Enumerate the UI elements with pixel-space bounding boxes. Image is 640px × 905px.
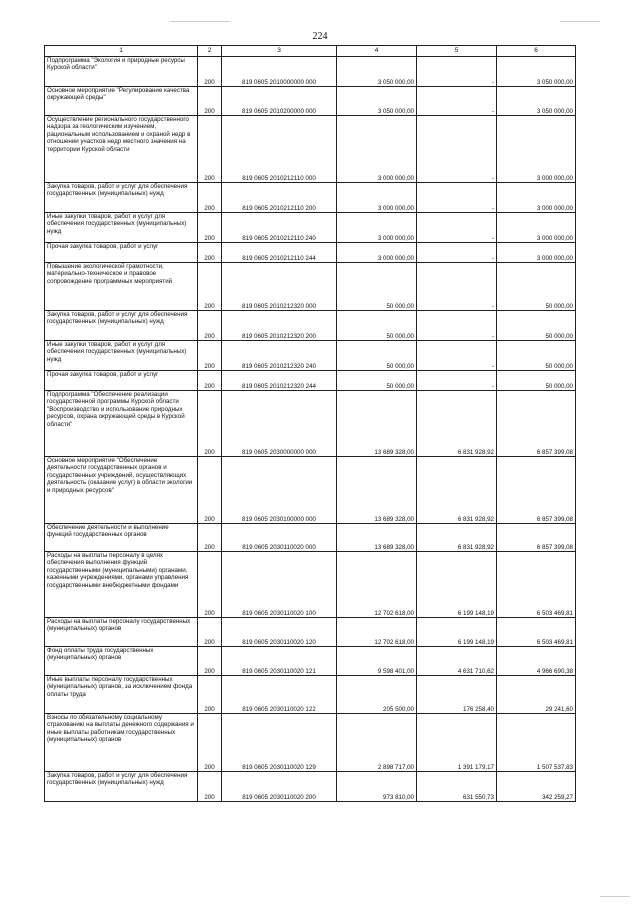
- row-col2-cell: 200: [198, 183, 222, 213]
- row-col2-cell: 200: [198, 87, 222, 116]
- row-value-col5: -: [417, 87, 497, 116]
- row-code-cell: 819 0605 2010200000 000: [222, 87, 337, 116]
- row-name-cell: Прочая закупка товаров, работ и услуг: [45, 371, 198, 391]
- row-value-col6: 1 507 537,83: [497, 714, 576, 772]
- row-col2-cell: 200: [198, 524, 222, 552]
- row-code-cell: 819 0605 2010212110 000: [222, 116, 337, 183]
- table-row: [45, 57, 576, 87]
- row-name-cell: Иные закупки товаров, работ и услуг для обеспечения государственных (муниципальных) нужд: [45, 213, 198, 243]
- row-value-col5: -: [417, 57, 497, 87]
- column-header: 1: [45, 46, 198, 57]
- row-value-col6: 50 000,00: [497, 371, 576, 391]
- row-code-cell: 819 0605 2030110020 129: [222, 714, 337, 772]
- row-name-cell: Закупка товаров, работ и услуг для обеспечения государственных (муниципальных) нужд: [45, 183, 198, 213]
- row-value-col5: -: [417, 243, 497, 263]
- table-row: [45, 183, 576, 213]
- row-value-col5: -: [417, 263, 497, 311]
- table-row: [45, 676, 576, 714]
- row-value-col4: 13 689 328,00: [337, 391, 417, 457]
- row-name-cell: Основное мероприятие "Обеспечение деятельности государственных органов и государственных учреждений, осуществляющих деятельность (оказание услуг) в области экологии и природных ресурсов": [45, 457, 198, 524]
- row-value-col6: 6 503 469,81: [497, 618, 576, 647]
- row-col2-cell: 200: [198, 263, 222, 311]
- row-code-cell: 819 0605 2030110020 122: [222, 676, 337, 714]
- row-value-col5: -: [417, 341, 497, 371]
- row-code-cell: 819 0605 2010212320 000: [222, 263, 337, 311]
- row-value-col6: 3 000 000,00: [497, 116, 576, 183]
- row-value-col6: 3 050 000,00: [497, 87, 576, 116]
- row-col2-cell: 200: [198, 341, 222, 371]
- row-value-col4: 3 000 000,00: [337, 243, 417, 263]
- row-value-col4: 3 050 000,00: [337, 87, 417, 116]
- row-value-col6: 3 000 000,00: [497, 183, 576, 213]
- row-value-col5: 631 550,73: [417, 772, 497, 802]
- row-value-col5: 6 831 928,92: [417, 524, 497, 552]
- column-header: 5: [417, 46, 497, 57]
- row-col2-cell: 200: [198, 676, 222, 714]
- row-value-col4: 205 500,00: [337, 676, 417, 714]
- row-col2-cell: 200: [198, 311, 222, 341]
- column-header: 2: [198, 46, 222, 57]
- row-value-col5: 6 831 928,92: [417, 457, 497, 524]
- table-row: [45, 341, 576, 371]
- row-name-cell: Подпрограмма "Экология и природные ресурсы Курской области": [45, 57, 198, 87]
- table-row: [45, 524, 576, 552]
- row-name-cell: Основное мероприятие "Регулирование качества окружающей среды": [45, 87, 198, 116]
- table-row: [45, 647, 576, 676]
- row-col2-cell: 200: [198, 213, 222, 243]
- row-value-col5: -: [417, 311, 497, 341]
- row-value-col5: 6 199 148,19: [417, 618, 497, 647]
- row-value-col5: -: [417, 116, 497, 183]
- row-name-cell: Закупка товаров, работ и услуг для обеспечения государственных (муниципальных) нужд: [45, 772, 198, 802]
- scan-artifact: [600, 896, 630, 897]
- table-row: [45, 213, 576, 243]
- row-code-cell: 819 0605 2030110020 121: [222, 647, 337, 676]
- row-name-cell: Повышение экологической грамотности, материально-техническое и правовое сопровождение программных мероприятий: [45, 263, 198, 311]
- row-value-col6: 6 857 399,08: [497, 524, 576, 552]
- table-row: [45, 618, 576, 647]
- row-col2-cell: 200: [198, 57, 222, 87]
- row-value-col4: 3 000 000,00: [337, 183, 417, 213]
- row-col2-cell: 200: [198, 371, 222, 391]
- row-name-cell: Обеспечение деятельности и выполнение функций государственных органов: [45, 524, 198, 552]
- row-name-cell: Закупка товаров, работ и услуг для обеспечения государственных (муниципальных) нужд: [45, 311, 198, 341]
- row-value-col6: 342 259,27: [497, 772, 576, 802]
- row-code-cell: 819 0605 2030110020 100: [222, 552, 337, 618]
- column-header: 6: [497, 46, 576, 57]
- row-value-col4: 3 000 000,00: [337, 116, 417, 183]
- row-name-cell: Взносы по обязательному социальному страхованию на выплаты денежного содержания и иные выплаты работникам государственных (муниципальных) органов: [45, 714, 198, 772]
- table-header-row: [45, 46, 576, 57]
- row-col2-cell: 200: [198, 243, 222, 263]
- row-code-cell: 819 0605 2010212320 240: [222, 341, 337, 371]
- row-col2-cell: 200: [198, 552, 222, 618]
- row-value-col5: 176 258,40: [417, 676, 497, 714]
- table-row: [45, 243, 576, 263]
- row-value-col4: 12 702 618,00: [337, 618, 417, 647]
- table-row: [45, 457, 576, 524]
- row-value-col4: 3 050 000,00: [337, 57, 417, 87]
- row-name-cell: Расходы на выплаты персоналу государственных (муниципальных) органов: [45, 618, 198, 647]
- row-value-col6: 6 503 469,81: [497, 552, 576, 618]
- table-row: [45, 552, 576, 618]
- row-value-col4: 2 898 717,00: [337, 714, 417, 772]
- row-value-col4: 50 000,00: [337, 311, 417, 341]
- row-code-cell: 819 0605 2030110020 000: [222, 524, 337, 552]
- row-value-col5: -: [417, 183, 497, 213]
- row-code-cell: 819 0605 2010212320 200: [222, 311, 337, 341]
- row-value-col5: -: [417, 213, 497, 243]
- row-value-col5: 6 831 928,92: [417, 391, 497, 457]
- row-code-cell: 819 0605 2010212320 244: [222, 371, 337, 391]
- row-col2-cell: 200: [198, 618, 222, 647]
- table-row: [45, 772, 576, 802]
- row-value-col5: -: [417, 371, 497, 391]
- row-value-col4: 50 000,00: [337, 341, 417, 371]
- row-name-cell: Прочая закупка товаров, работ и услуг: [45, 243, 198, 263]
- row-name-cell: Расходы на выплаты персоналу в целях обеспечения выполнения функций государственными (муниципальными) органами, казенными учреждениями, органами управления государственными внебюджетными фондами: [45, 552, 198, 618]
- row-value-col6: 3 000 000,00: [497, 243, 576, 263]
- page-number: 224: [312, 31, 328, 42]
- row-col2-cell: 200: [198, 116, 222, 183]
- row-code-cell: 819 0605 2010212110 244: [222, 243, 337, 263]
- scan-artifact: [170, 21, 230, 22]
- row-col2-cell: 200: [198, 772, 222, 802]
- row-value-col5: 1 391 179,17: [417, 714, 497, 772]
- table-row: [45, 371, 576, 391]
- scan-artifact: [560, 21, 600, 22]
- row-name-cell: Иные закупки товаров, работ и услуг для обеспечения государственных (муниципальных) нужд: [45, 341, 198, 371]
- row-name-cell: Осуществление регионального государственного надзора за геологическим изучением, рациональным использованием и охраной недр в отношении участков недр местного значения на территории Курской области: [45, 116, 198, 183]
- table-row: [45, 714, 576, 772]
- column-header: 4: [337, 46, 417, 57]
- row-value-col4: 13 689 328,00: [337, 524, 417, 552]
- row-value-col4: 50 000,00: [337, 263, 417, 311]
- row-code-cell: 819 0605 2030100000 000: [222, 457, 337, 524]
- row-value-col6: 4 966 690,38: [497, 647, 576, 676]
- row-value-col5: 4 631 710,62: [417, 647, 497, 676]
- row-value-col6: 3 050 000,00: [497, 57, 576, 87]
- row-value-col5: 6 199 148,19: [417, 552, 497, 618]
- row-value-col4: 12 702 618,00: [337, 552, 417, 618]
- row-name-cell: Фонд оплаты труда государственных (муниципальных) органов: [45, 647, 198, 676]
- row-name-cell: Иные выплаты персоналу государственных (муниципальных) органов, за исключением фонда оплаты труда: [45, 676, 198, 714]
- row-code-cell: 819 0605 2010000000 000: [222, 57, 337, 87]
- row-value-col6: 6 857 399,08: [497, 457, 576, 524]
- row-value-col4: 3 000 000,00: [337, 213, 417, 243]
- row-value-col4: 9 598 401,00: [337, 647, 417, 676]
- row-value-col6: 29 241,60: [497, 676, 576, 714]
- row-col2-cell: 200: [198, 714, 222, 772]
- row-value-col6: 50 000,00: [497, 341, 576, 371]
- table-row: [45, 263, 576, 311]
- row-value-col6: 3 000 000,00: [497, 213, 576, 243]
- row-value-col6: 50 000,00: [497, 263, 576, 311]
- row-name-cell: Подпрограмма "Обеспечение реализации государственной программы Курской области "Воспроизводство и использование природных ресурсов, охрана окружающей среды в Курской области": [45, 391, 198, 457]
- row-col2-cell: 200: [198, 647, 222, 676]
- row-code-cell: 819 0605 2010212110 240: [222, 213, 337, 243]
- row-value-col4: 50 000,00: [337, 371, 417, 391]
- column-header: 3: [222, 46, 337, 57]
- row-col2-cell: 200: [198, 391, 222, 457]
- row-value-col4: 973 810,00: [337, 772, 417, 802]
- row-code-cell: 819 0605 2030110020 120: [222, 618, 337, 647]
- row-code-cell: 819 0605 2030110020 200: [222, 772, 337, 802]
- row-col2-cell: 200: [198, 457, 222, 524]
- row-value-col6: 6 857 399,08: [497, 391, 576, 457]
- table-row: [45, 87, 576, 116]
- table-row: [45, 116, 576, 183]
- row-code-cell: 819 0605 2010212110 200: [222, 183, 337, 213]
- row-code-cell: 819 0605 2030000000 000: [222, 391, 337, 457]
- table-row: [45, 311, 576, 341]
- budget-table: [44, 45, 576, 802]
- row-value-col4: 13 689 328,00: [337, 457, 417, 524]
- table-row: [45, 391, 576, 457]
- row-value-col6: 50 000,00: [497, 311, 576, 341]
